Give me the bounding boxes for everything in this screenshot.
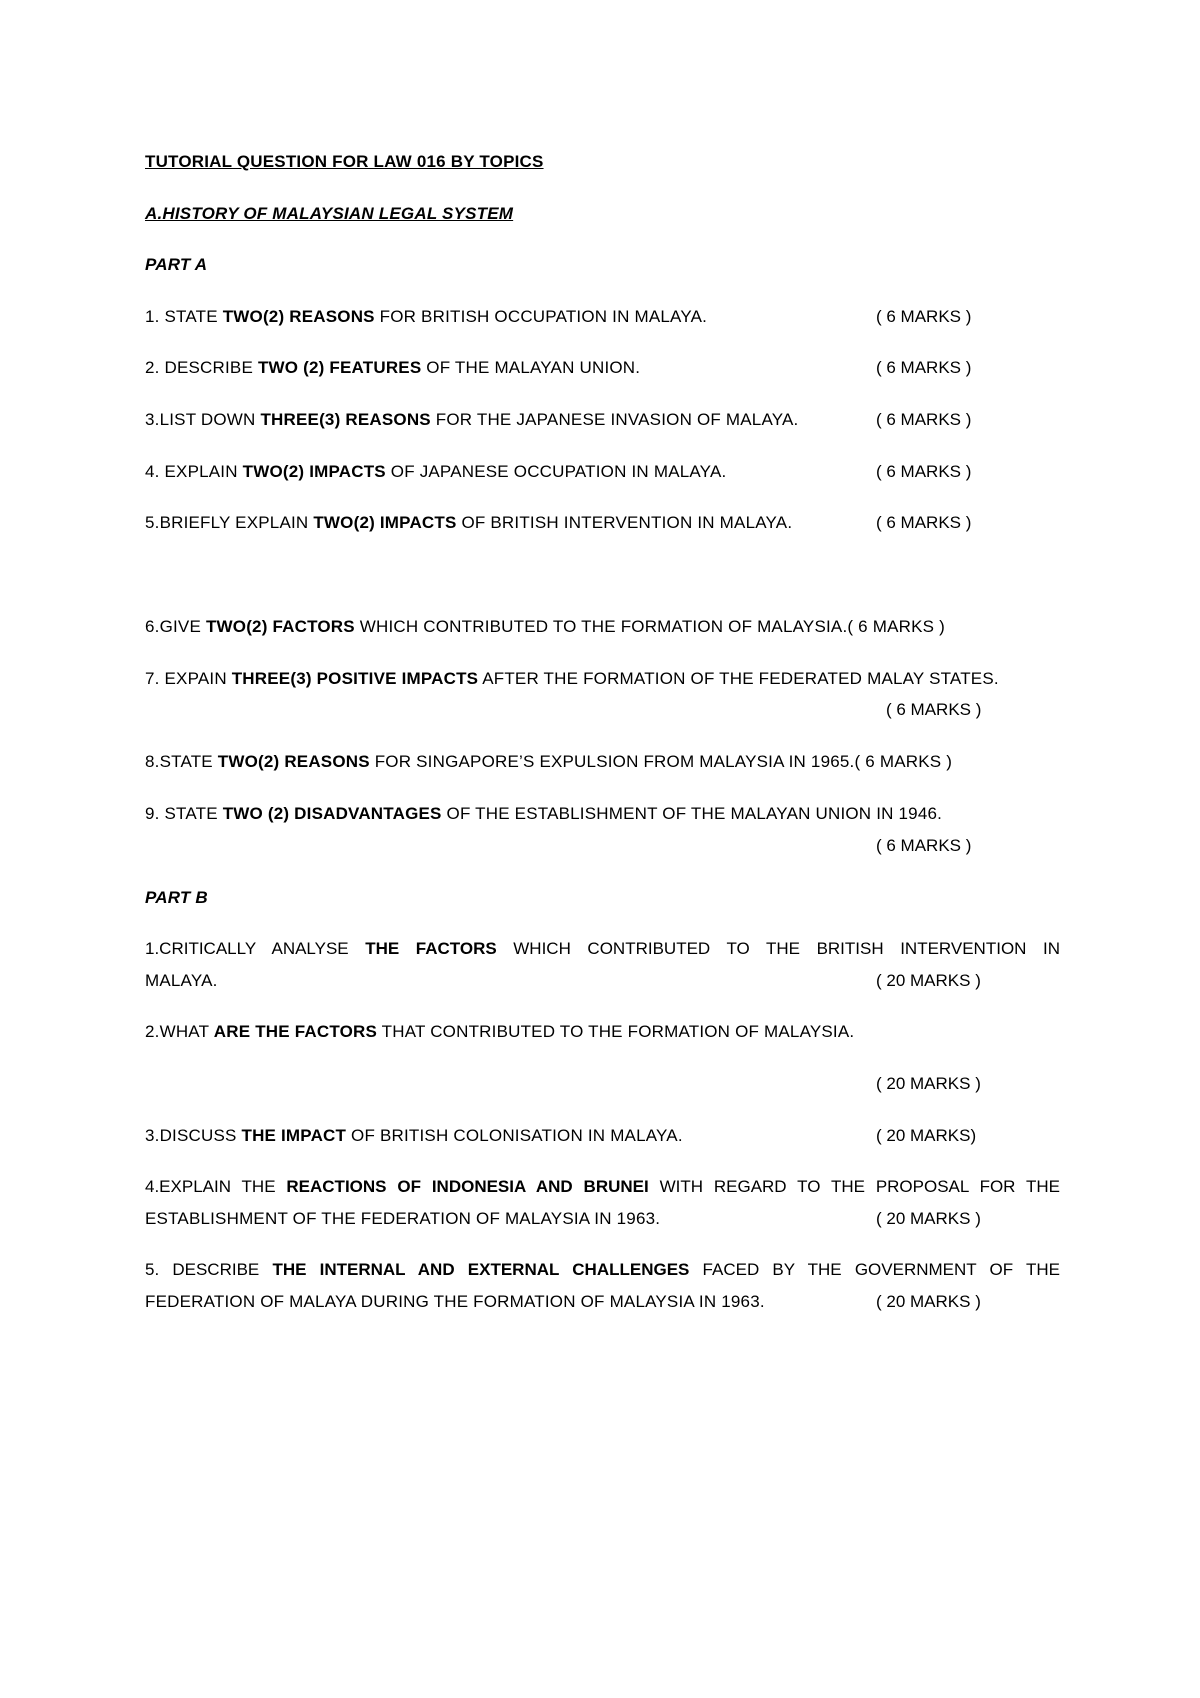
part-b-question-4-marks: ( 20 MARKS ) [876,1209,981,1228]
part-b-question-5: 5. DESCRIBE THE INTERNAL AND EXTERNAL CHALLENGES FACED BY THE GOVERNMENT OF THE [145,1260,1060,1279]
part-a-question-4: 4. EXPLAIN TWO(2) IMPACTS OF JAPANESE OCCUPATION IN MALAYA. [145,462,727,481]
part-a-question-7-marks: ( 6 MARKS ) [886,700,982,719]
part-a-question-7: 7. EXPAIN THREE(3) POSITIVE IMPACTS AFTER THE FORMATION OF THE FEDERATED MALAY STATES. [145,669,999,688]
part-a-question-3: 3.LIST DOWN THREE(3) REASONS FOR THE JAPANESE INVASION OF MALAYA. [145,410,799,429]
part-b-question-1-cont: MALAYA. [145,971,218,990]
part-a-question-3-marks: ( 6 MARKS ) [876,410,972,429]
part-b-label: PART B [145,888,208,907]
part-b-question-1-marks: ( 20 MARKS ) [876,971,981,990]
part-b-question-3: 3.DISCUSS THE IMPACT OF BRITISH COLONISATION IN MALAYA. [145,1126,683,1145]
part-b-question-1: 1.CRITICALLY ANALYSE THE FACTORS WHICH CONTRIBUTED TO THE BRITISH INTERVENTION IN [145,939,1061,958]
part-b-question-4-cont: ESTABLISHMENT OF THE FEDERATION OF MALAYSIA IN 1963. [145,1209,661,1228]
part-a-question-1: 1. STATE TWO(2) REASONS FOR BRITISH OCCUPATION IN MALAYA. [145,307,708,326]
part-a-question-5-marks: ( 6 MARKS ) [876,513,972,532]
document-title: TUTORIAL QUESTION FOR LAW 016 BY TOPICS [145,152,544,171]
part-a-question-4-marks: ( 6 MARKS ) [876,462,972,481]
part-b-question-5-marks: ( 20 MARKS ) [876,1292,981,1311]
part-b-question-5-cont: FEDERATION OF MALAYA DURING THE FORMATION OF MALAYSIA IN 1963. [145,1292,765,1311]
part-a-question-5: 5.BRIEFLY EXPLAIN TWO(2) IMPACTS OF BRITISH INTERVENTION IN MALAYA. [145,513,793,532]
part-a-question-9: 9. STATE TWO (2) DISADVANTAGES OF THE ESTABLISHMENT OF THE MALAYAN UNION IN 1946. [145,804,943,823]
part-b-question-4: 4.EXPLAIN THE REACTIONS OF INDONESIA AND BRUNEI WITH REGARD TO THE PROPOSAL FOR THE [145,1177,1060,1196]
part-a-question-2: 2. DESCRIBE TWO (2) FEATURES OF THE MALAYAN UNION. [145,358,641,377]
part-a-question-1-marks: ( 6 MARKS ) [876,307,972,326]
part-b-question-2: 2.WHAT ARE THE FACTORS THAT CONTRIBUTED TO THE FORMATION OF MALAYSIA. [145,1022,855,1041]
part-b-question-3-marks: ( 20 MARKS) [876,1126,977,1145]
part-a-label: PART A [145,255,208,274]
part-a-question-6: 6.GIVE TWO(2) FACTORS WHICH CONTRIBUTED TO THE FORMATION OF MALAYSIA.( 6 MARKS ) [145,617,945,636]
section-heading: A.HISTORY OF MALAYSIAN LEGAL SYSTEM [145,204,514,223]
part-a-question-9-marks: ( 6 MARKS ) [876,836,972,855]
part-a-question-8: 8.STATE TWO(2) REASONS FOR SINGAPORE’S EXPULSION FROM MALAYSIA IN 1965.( 6 MARKS ) [145,752,953,771]
part-a-question-2-marks: ( 6 MARKS ) [876,358,972,377]
part-b-question-2-marks: ( 20 MARKS ) [876,1074,981,1093]
